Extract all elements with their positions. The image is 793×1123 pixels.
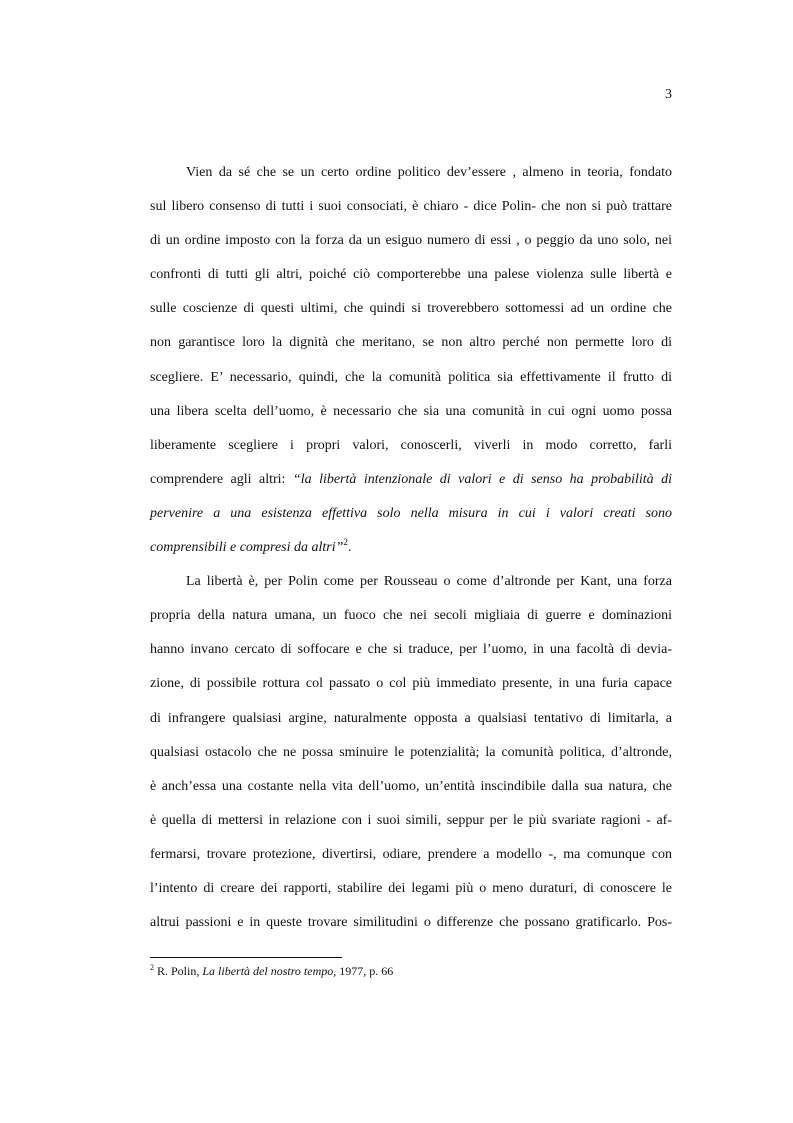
paragraph-2-line: fermarsi, trovare protezione, divertirsi, odiare, prendere a modello -, ma comunque con — [150, 846, 672, 862]
paragraph-2-line: è anch’essa una costante nella vita dell’uomo, un’entità inscindibile dalla sua natura, che — [150, 778, 672, 794]
paragraph-1-line: liberamente scegliere i propri valori, conoscerli, viverli in modo corretto, farli — [150, 437, 672, 453]
paragraph-1-line: sulle coscienze di questi ultimi, che quindi si troverebbero sottomessi ad un ordine che — [150, 301, 672, 317]
paragraph-1-line — [150, 463, 672, 497]
paragraph-1-line: una libera scelta dell’uomo, è necessario che sia una comunità in cui ogni uomo possa — [150, 403, 672, 419]
paragraph-2-line: propria della natura umana, un fuoco che nei secoli migliaia di guerre e dominazioni — [150, 608, 672, 624]
quote-text: “la libertà intenzionale di valori e di senso ha probabilità di — [292, 471, 672, 487]
paragraph-2-line: è quella di mettersi in relazione con i suoi simili, seppur per le più svariate ragioni - af- — [150, 812, 672, 828]
footnote-title: La libertà del nostro tempo — [202, 964, 334, 978]
paragraph-1-line — [150, 531, 672, 565]
sentence-end: . — [347, 540, 352, 556]
footnote-author: R. Polin, — [154, 964, 203, 978]
footnote-reference[interactable]: 2 — [343, 537, 348, 548]
quote-text: pervenire a una esistenza effettiva solo nella misura in cui i valori creati sono — [150, 505, 672, 521]
paragraph-2-line: di infrangere qualsiasi argine, naturalmente opposta a qualsiasi tentativo di limitarla, a — [150, 710, 672, 726]
footnote-number: 2 — [150, 963, 154, 972]
page-number: 3 — [665, 87, 672, 102]
paragraph-1-line: sul libero consenso di tutti i suoi consociati, è chiaro - dice Polin- che non si può trattare — [150, 199, 672, 215]
paragraph-1-line: non garantisce loro la dignità che meritano, se non altro perché non permette loro di — [150, 335, 672, 351]
paragraph-2-line: qualsiasi ostacolo che ne possa sminuire le potenzialità; la comunità politica, d’altronde, — [150, 744, 672, 760]
quote-text: comprensibili e compresi da altri” — [150, 540, 344, 556]
footnote-details: , 1977, p. 66 — [333, 964, 394, 978]
quote-lead-in: comprendere agli altri: — [150, 471, 293, 487]
paragraph-2-line: hanno invano cercato di soffocare e che si traduce, per l’uomo, in una facoltà di devia- — [150, 642, 672, 658]
footnote — [150, 963, 672, 979]
paragraph-1-line: confronti di tutti gli altri, poiché ciò comporterebbe una palese violenza sulle libertà e — [150, 267, 672, 283]
paragraph-1-line: scegliere. E’ necessario, quindi, che la comunità politica sia effettivamente il frutto di — [150, 369, 672, 385]
paragraph-1-line: Vien da sé che se un certo ordine politico dev’essere , almeno in teoria, fondato — [186, 165, 672, 180]
paragraph-2-line: La libertà è, per Polin come per Rousseau o come d’altronde per Kant, una forza — [186, 574, 672, 590]
paragraph-2-line: zione, di possibile rottura col passato o col più immediato presente, in una furia capace — [150, 676, 672, 692]
paragraph-2-line: l’intento di creare dei rapporti, stabilire dei legami più o meno duraturi, di conoscere le — [150, 880, 672, 896]
paragraph-1-line: di un ordine imposto con la forza da un esiguo numero di essi , o peggio da uno solo, nei — [150, 233, 672, 249]
paragraph-1-line — [150, 497, 672, 531]
footnote-separator — [150, 957, 342, 958]
body-text — [150, 156, 672, 940]
paragraph-2-line: altrui passioni e in queste trovare similitudini o differenze che possano gratificarlo. Pos- — [150, 915, 672, 931]
